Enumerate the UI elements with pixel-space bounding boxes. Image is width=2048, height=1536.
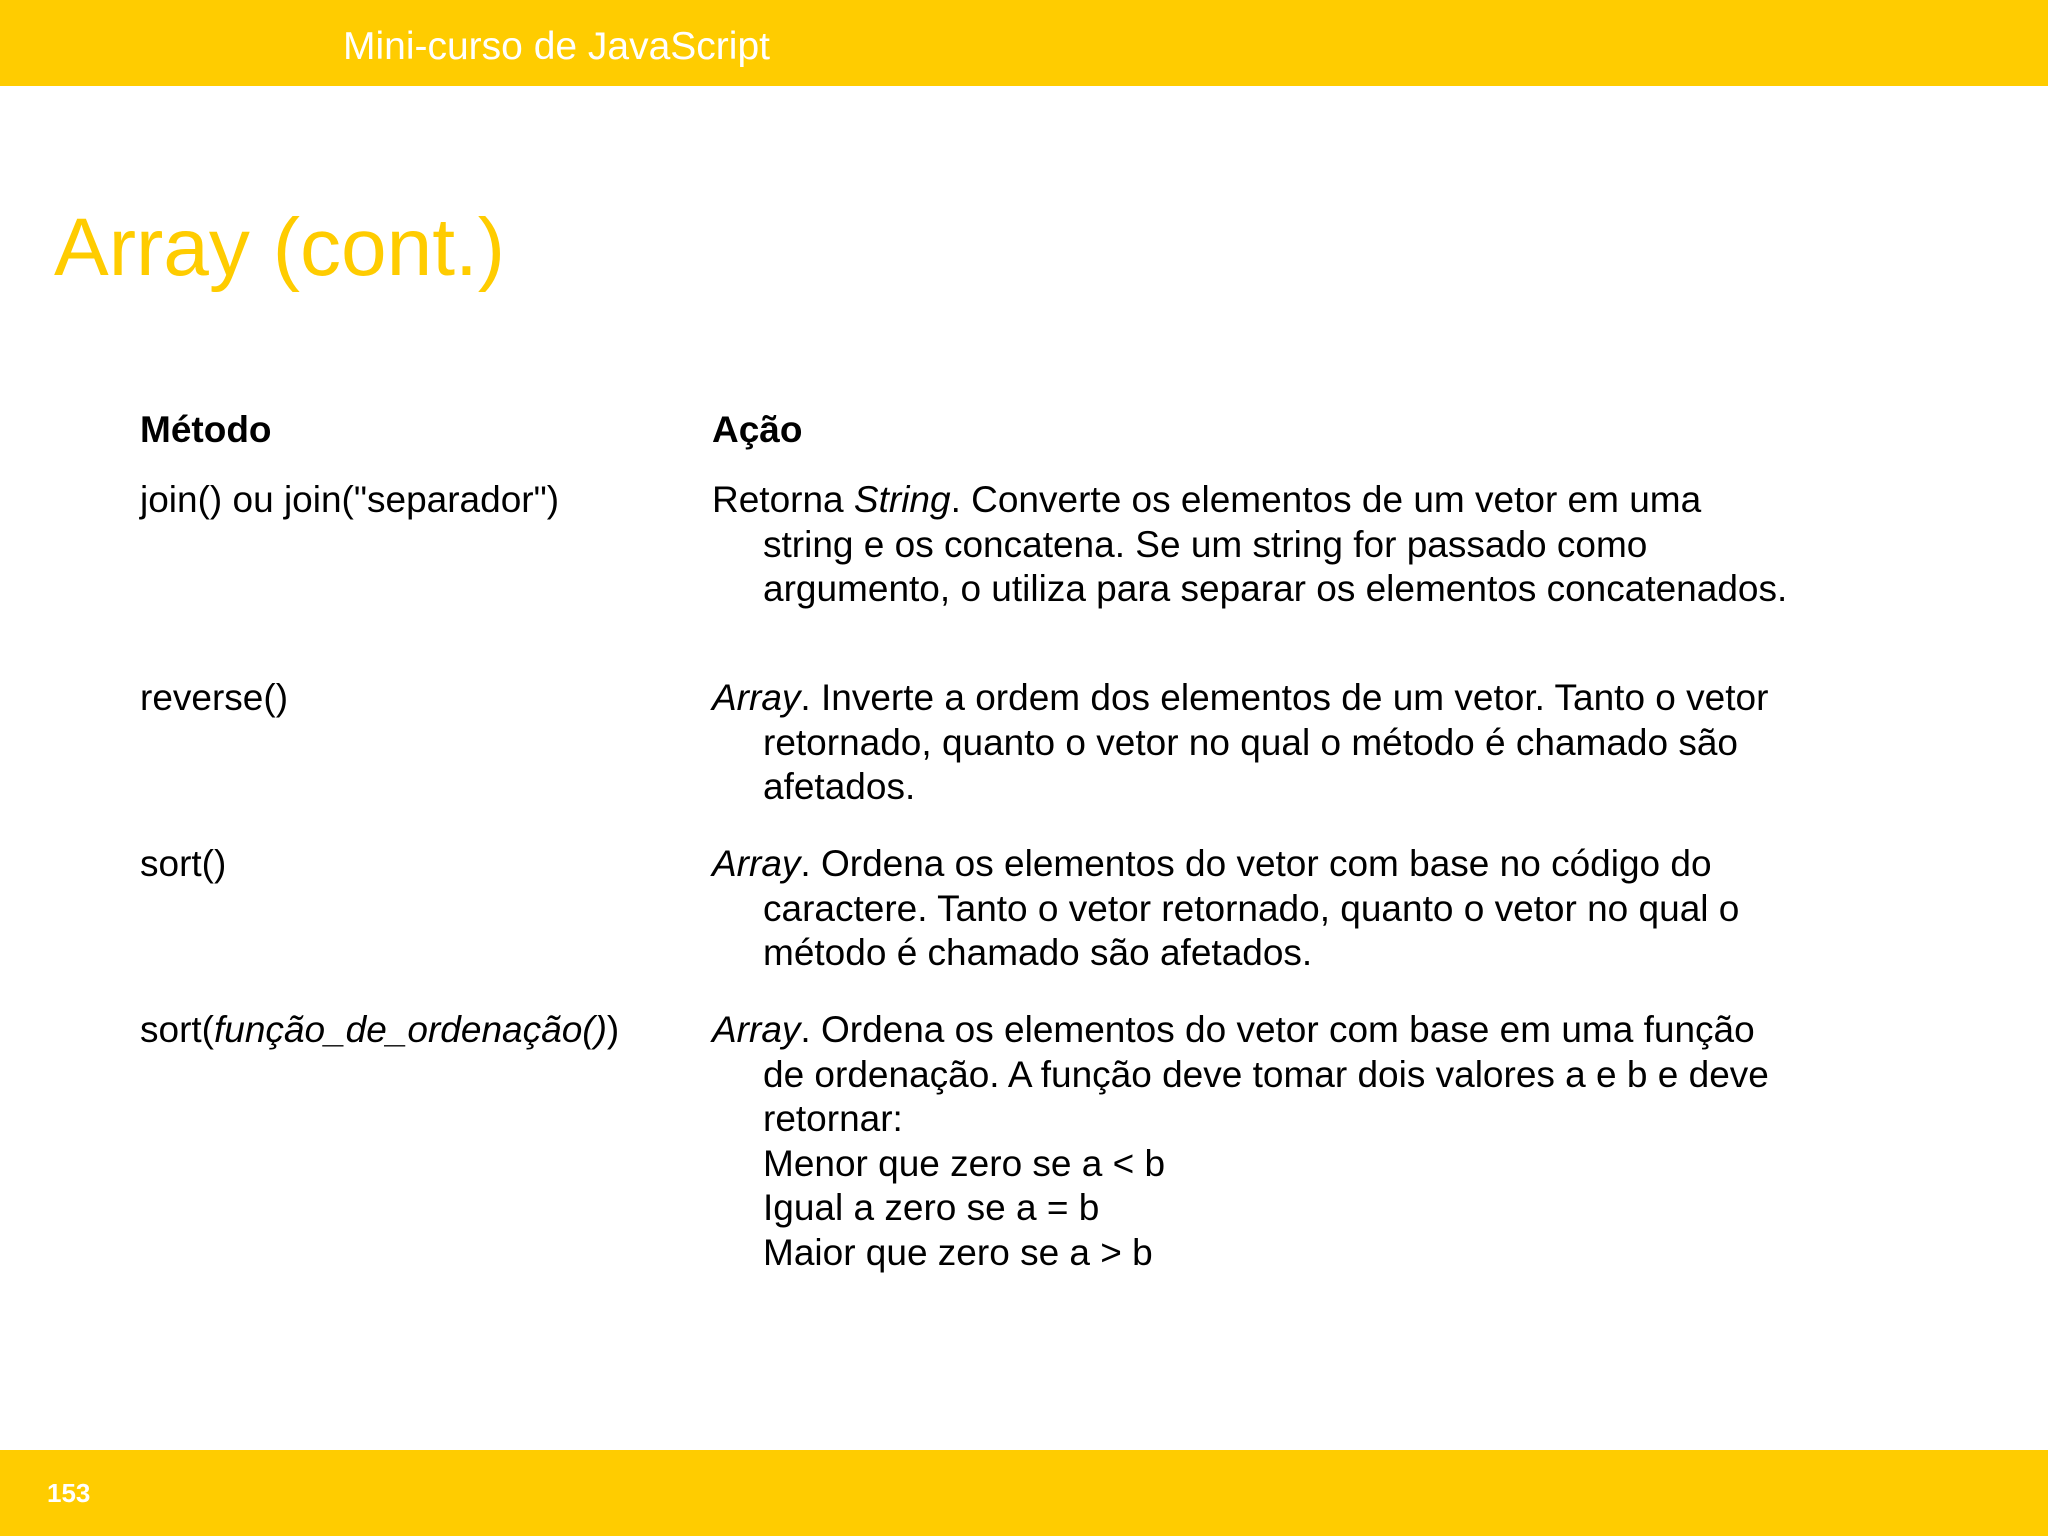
action-reverse — [712, 676, 1892, 810]
return-type: Array — [712, 1009, 801, 1050]
method-column-header: Método — [140, 409, 272, 450]
action-prefix: Retorna — [712, 479, 854, 520]
action-line: retornar: — [763, 1098, 903, 1139]
footer-bar — [0, 1450, 2048, 1536]
method-suffix: ) — [606, 1009, 620, 1050]
course-title: Mini-curso de JavaScript — [343, 25, 770, 68]
action-text: . Converte os elementos de um vetor em uma — [950, 479, 1702, 520]
action-text: . Ordena os elementos do vetor com base no código do — [800, 843, 1712, 884]
action-line: argumento, o utiliza para separar os elementos concatenados. — [763, 568, 1788, 609]
action-join — [712, 478, 1892, 612]
method-sort: sort() — [140, 843, 227, 884]
method-reverse: reverse() — [140, 677, 289, 718]
page-number: 153 — [47, 1478, 91, 1508]
action-line: Menor que zero se a < b — [763, 1142, 1166, 1184]
method-sort-with-function — [140, 1008, 619, 1052]
method-argument: função_de_ordenação() — [214, 1009, 607, 1050]
action-sort — [712, 842, 1892, 976]
action-line: de ordenação. A função deve tomar dois valores a e b e deve — [763, 1053, 1769, 1095]
return-type: Array — [712, 677, 801, 718]
method-prefix: sort( — [140, 1009, 214, 1050]
action-column-header: Ação — [712, 409, 803, 450]
action-text: . Inverte a ordem dos elementos de um vetor. Tanto o vetor — [800, 677, 1769, 718]
slide-title: Array (cont.) — [54, 202, 506, 293]
action-line: afetados. — [763, 766, 916, 807]
action-sort-with-function — [712, 1008, 1892, 1275]
return-type: Array — [712, 843, 801, 884]
action-line: Maior que zero se a > b — [763, 1231, 1153, 1273]
action-line: método é chamado são afetados. — [763, 932, 1313, 973]
header-bar — [0, 0, 2048, 86]
method-join: join() ou join("separador") — [140, 479, 560, 520]
action-line: retornado, quanto o vetor no qual o método é chamado são — [763, 721, 1739, 763]
action-line: caractere. Tanto o vetor retornado, quanto o vetor no qual o — [763, 887, 1740, 929]
action-line: Igual a zero se a = b — [763, 1187, 1100, 1228]
action-line: string e os concatena. Se um string for passado como — [763, 523, 1648, 565]
action-text: . Ordena os elementos do vetor com base em uma função — [800, 1009, 1755, 1050]
return-type: String — [853, 479, 951, 520]
